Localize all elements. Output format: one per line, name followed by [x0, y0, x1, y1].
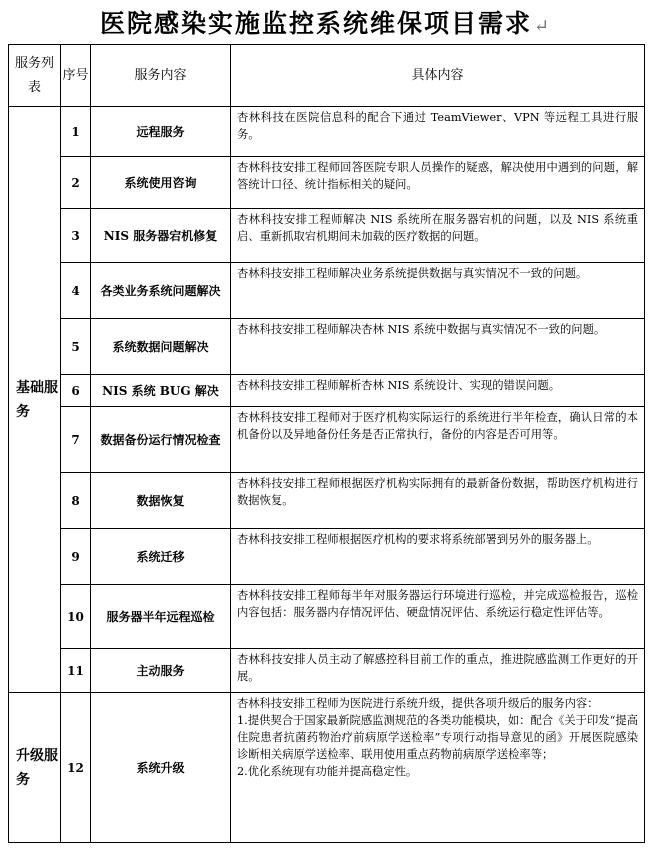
table-row [9, 649, 645, 693]
row-number: 1 [61, 107, 91, 157]
table-row [9, 407, 645, 473]
row-number: 5 [61, 319, 91, 375]
row-number: 9 [61, 529, 91, 585]
table-row [9, 693, 645, 843]
header-service: 服务内容 [91, 45, 231, 107]
service-detail: 杏林科技安排工程师解决 NIS 系统所在服务器宕机的问题，以及 NIS 系统重启、重新抓取宕机期间未加载的医疗数据的问题。 [231, 209, 645, 263]
header-detail: 具体内容 [231, 45, 645, 107]
upgrade-item-2: 2.优化系统现有功能并提高稳定性。 [237, 765, 418, 778]
category-basic: 基础服务 [9, 107, 61, 693]
table-row [9, 319, 645, 375]
service-name: 数据恢复 [91, 473, 231, 529]
requirements-table [8, 44, 645, 843]
service-detail: 杏林科技安排工程师每半年对服务器运行环境进行巡检，并完成巡检报告，巡检内容包括：服务器内存情况评估、硬盘情况评估、系统运行稳定性评估等。 [231, 585, 645, 649]
service-name: 主动服务 [91, 649, 231, 693]
row-number: 7 [61, 407, 91, 473]
table-header-row [9, 45, 645, 107]
service-detail: 杏林科技安排人员主动了解感控科目前工作的重点，推进院感监测工作更好的开展。 [231, 649, 645, 693]
service-name: 系统升级 [91, 693, 231, 843]
service-detail: 杏林科技在医院信息科的配合下通过 TeamViewer、VPN 等远程工具进行服务。 [231, 107, 645, 157]
header-category: 服务列表 [9, 45, 61, 107]
service-name: 系统使用咨询 [91, 157, 231, 209]
row-number: 8 [61, 473, 91, 529]
service-detail: 杏林科技安排工程师根据医疗机构的要求将系统部署到另外的服务器上。 [231, 529, 645, 585]
service-name: NIS 服务器宕机修复 [91, 209, 231, 263]
service-name: 数据备份运行情况检查 [91, 407, 231, 473]
upgrade-item-1: 1.提供契合于国家最新院感监测规范的各类功能模块，如：配合《关于印发“提高住院患者抗菌药物治疗前病原学送检率”专项行动指导意见的函》开展医院感染诊断相关病原学送检率、联用使用重点药物前病原学送检率等； [237, 714, 638, 761]
service-detail: 杏林科技安排工程师根据医疗机构实际拥有的最新备份数据，帮助医疗机构进行数据恢复。 [231, 473, 645, 529]
row-number: 10 [61, 585, 91, 649]
service-name: 各类业务系统问题解决 [91, 263, 231, 319]
upgrade-intro: 杏林科技安排工程师为医院进行系统升级，提供各项升级后的服务内容： [237, 697, 599, 710]
table-row [9, 585, 645, 649]
service-name: 服务器半年远程巡检 [91, 585, 231, 649]
row-number: 3 [61, 209, 91, 263]
table-row [9, 107, 645, 157]
table-row [9, 375, 645, 407]
service-name: 远程服务 [91, 107, 231, 157]
row-number: 4 [61, 263, 91, 319]
header-number: 序号 [61, 45, 91, 107]
service-detail: 杏林科技安排工程师解决杏林 NIS 系统中数据与真实情况不一致的问题。 [231, 319, 645, 375]
service-detail: 杏林科技安排工程师解决业务系统提供数据与真实情况不一致的问题。 [231, 263, 645, 319]
table-row [9, 263, 645, 319]
table-row [9, 529, 645, 585]
row-number: 6 [61, 375, 91, 407]
row-number: 12 [61, 693, 91, 843]
service-name: NIS 系统 BUG 解决 [91, 375, 231, 407]
service-name: 系统迁移 [91, 529, 231, 585]
row-number: 11 [61, 649, 91, 693]
page-title: 医院感染实施监控系统维保项目需求 ↵ [99, 9, 552, 38]
category-upgrade: 升级服务 [9, 693, 61, 843]
service-detail [231, 693, 645, 843]
service-detail: 杏林科技安排工程师回答医院专职人员操作的疑惑，解决使用中遇到的问题，解答统计口径、统计指标相关的疑问。 [231, 157, 645, 209]
service-detail: 杏林科技安排工程师对于医疗机构实际运行的系统进行半年检查，确认日常的本机备份以及异地备份任务是否正常执行，备份的内容是否可用等。 [231, 407, 645, 473]
table-row [9, 157, 645, 209]
row-number: 2 [61, 157, 91, 209]
table-row [9, 473, 645, 529]
service-detail: 杏林科技安排工程师解析杏林 NIS 系统设计、实现的错误问题。 [231, 375, 645, 407]
return-mark-icon: ↵ [533, 16, 552, 37]
table-row [9, 209, 645, 263]
service-name: 系统数据问题解决 [91, 319, 231, 375]
